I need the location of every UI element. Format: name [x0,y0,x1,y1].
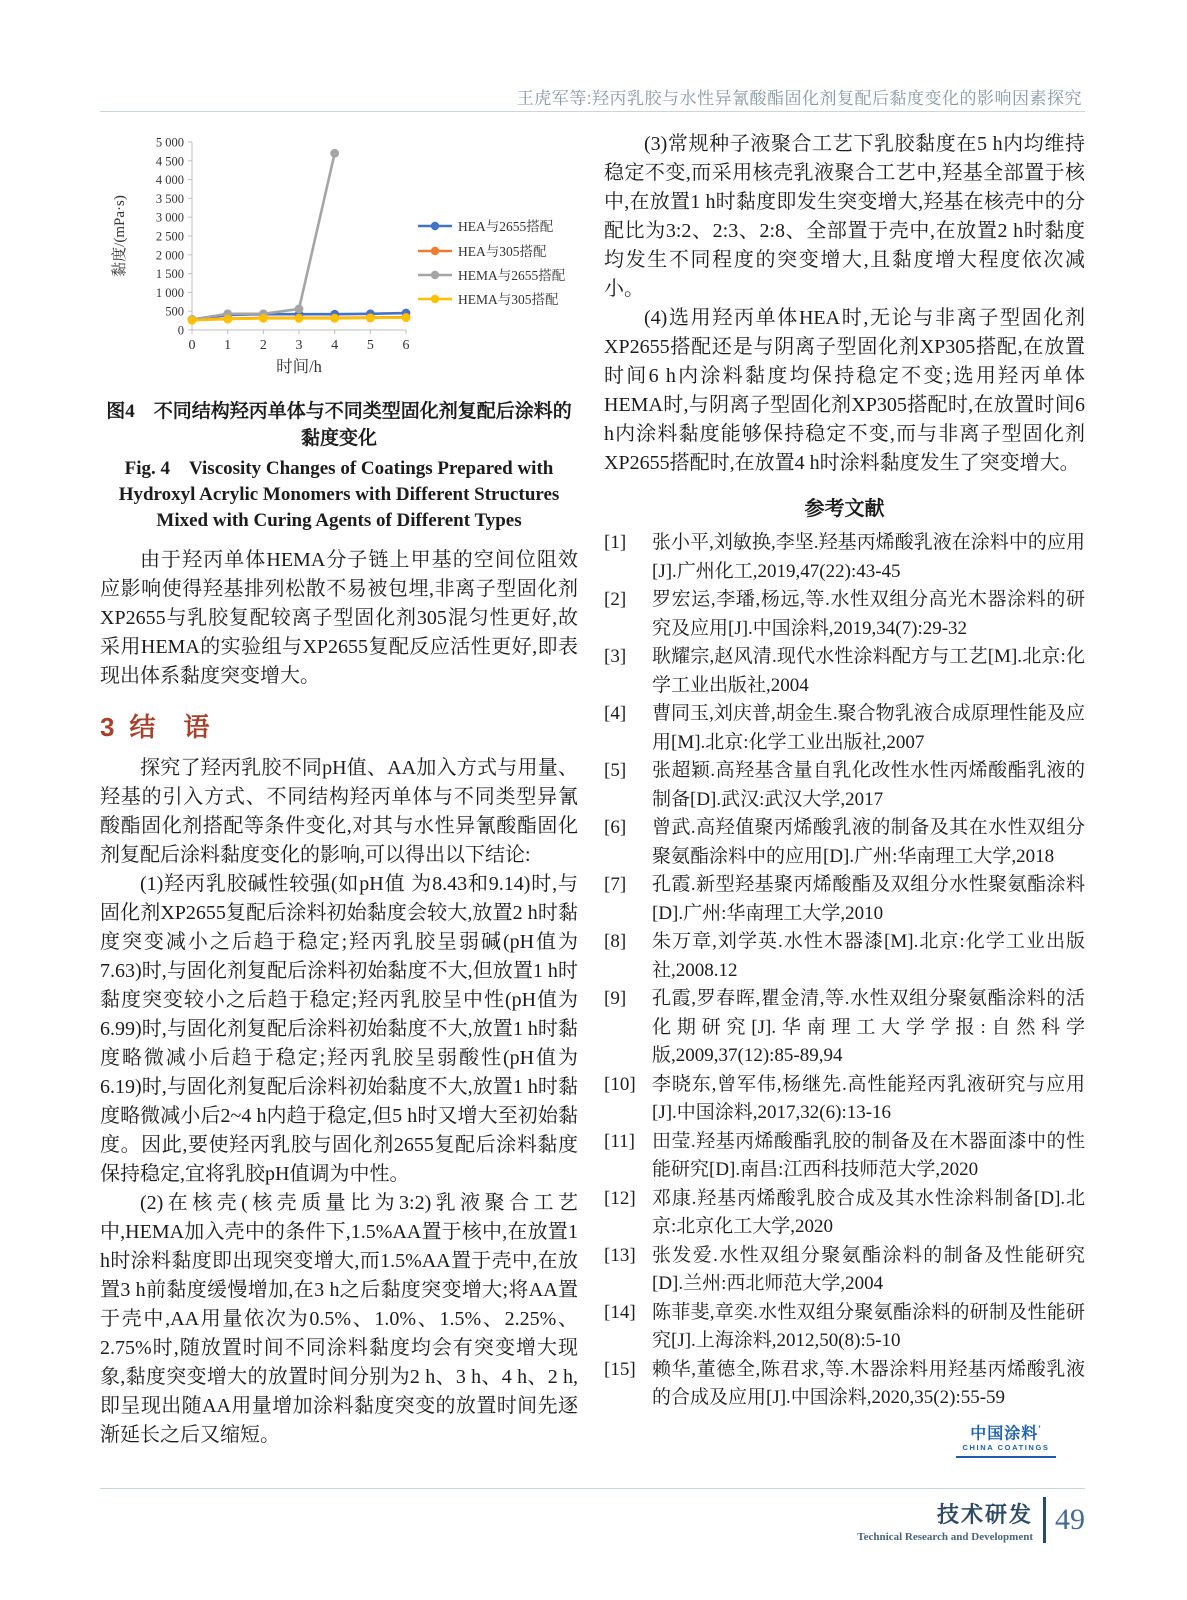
reference-text: 张小平,刘敏换,李坚.羟基丙烯酸乳液在涂料中的应用[J].广州化工,2019,47(22):43-45 [652,532,1085,582]
svg-text:4: 4 [331,338,339,353]
reference-text: 张超颖.高羟基含量自乳化改性水性丙烯酸酯乳液的制备[D].武汉:武汉大学,2017 [652,760,1085,810]
two-column-body [100,130,1085,1450]
reference-number: [2] [604,589,627,610]
reference-text: 朱万章,刘学英.水性木器漆[M].北京:化学工业出版社,2008.12 [652,931,1085,981]
reference-item [604,1128,1085,1185]
reference-number: [14] [604,1301,636,1323]
reference-text: 邓康.羟基丙烯酸乳胶合成及其水性涂料制备[D].北京:北京化工大学,2020 [652,1187,1085,1237]
right-column [604,130,1085,1450]
svg-text:HEMA与305搭配: HEMA与305搭配 [458,292,559,307]
reference-number: [10] [604,1073,636,1095]
svg-text:2 000: 2 000 [155,248,184,263]
reference-text: 罗宏运,李璠,杨远,等.水性双组分高光木器涂料的研究及应用[J].中国涂料,2019,34(7):29-32 [652,589,1085,639]
reference-number: [5] [604,760,627,781]
reference-text: 曾武.高羟值聚丙烯酸乳液的制备及其在水性双组分聚氨酯涂料中的应用[D].广州:华南理工大学,2018 [652,817,1085,867]
footer-rule [100,1488,1085,1489]
svg-text:HEMA与2655搭配: HEMA与2655搭配 [458,268,566,283]
reference-item [604,1185,1085,1242]
svg-text:1 000: 1 000 [155,285,184,300]
logo-en-text: CHINA COATINGS [956,1443,1056,1458]
reference-item [604,928,1085,985]
svg-text:1 500: 1 500 [155,267,184,282]
reference-number: [11] [604,1130,635,1152]
svg-text:0: 0 [177,323,184,338]
svg-text:3: 3 [295,338,303,353]
logo-trademark: ’ [1038,1424,1042,1434]
reference-text: 陈菲斐,章奕.水性双组分聚氨酯涂料的研制及性能研究[J].上海涂料,2012,50(8):5-10 [652,1301,1085,1351]
reference-list [604,529,1085,1413]
reference-number: [6] [604,817,627,838]
reference-item [604,757,1085,814]
svg-text:HEA与305搭配: HEA与305搭配 [458,244,547,259]
china-coatings-logo [956,1420,1056,1458]
left-column [100,130,578,1450]
body-paragraph: (2)在核壳(核壳质量比为3:2)乳液聚合工艺中,HEMA加入壳中的条件下,1.5%AA置于核中,在放置1 h时涂料黏度即出现突变增大,而1.5%AA置于壳中,在放置3 h前黏度缓慢增加,在3 h之后黏度突变增大;将AA置于壳中,AA用量依次为0.5%、1.0%、1.5%、2.25%、2.75%时,随放置时间不同涂料黏度均会有突变增大现象,黏度突变增大的放置时间分别为2 h、3 h、4 h、2 h,即呈现出随AA用量增加涂料黏度突变的放置时间先逐渐延长之后又缩短。 [100,1192,578,1446]
reference-item [604,1071,1085,1128]
svg-text:1: 1 [224,338,232,353]
body-paragraph: (4)选用羟丙单体HEA时,无论与非离子型固化剂XP2655搭配还是与阴离子型固化剂XP305搭配,在放置时间6 h内涂料黏度均保持稳定不变;选用羟丙单体HEMA时,与阴离子型固化剂XP305搭配时,在放置时间6 h内涂料黏度能够保持稳定不变,而与非离子型固化剂XP2655搭配时,在放置4 h时涂料黏度发生了突变增大。 [604,307,1085,474]
section-title: 结 语 [129,712,211,742]
footer [857,1497,1085,1543]
svg-text:5 000: 5 000 [155,135,184,150]
svg-text:3 000: 3 000 [155,210,184,225]
body-paragraph: 由于羟丙单体HEMA分子链上甲基的空间位阻效应影响使得羟基排列松散不易被包埋,非离子型固化剂XP2655与乳胶复配较离子型固化剂305混匀性更好,故采用HEMA的实验组与XP2655复配反应活性更好,即表现出体系黏度突变增大。 [100,549,578,687]
reference-item [604,586,1085,643]
logo-cn-text: 中国涂料’ [970,1424,1042,1443]
section-number: 3 [100,712,116,742]
reference-item [604,643,1085,700]
svg-text:3 500: 3 500 [155,191,184,206]
reference-item [604,814,1085,871]
svg-text:6: 6 [402,338,410,353]
reference-item [604,1356,1085,1413]
footer-divider-bar [1043,1497,1046,1543]
reference-number: [9] [604,988,627,1009]
reference-number: [12] [604,1187,636,1209]
svg-text:时间/h: 时间/h [276,357,322,376]
footer-section [857,1498,1033,1543]
reference-item [604,1299,1085,1356]
reference-text: 张发爱.水性双组分聚氨酯涂料的制备及性能研究[D].兰州:西北师范大学,2004 [652,1244,1085,1294]
svg-text:4 000: 4 000 [155,173,184,188]
reference-text: 田莹.羟基丙烯酸酯乳胶的制备及在木器面漆中的性能研究[D].南昌:江西科技师范大学,2020 [652,1130,1085,1180]
reference-text: 李晓东,曾军伟,杨继先.高性能羟丙乳液研究与应用[J].中国涂料,2017,32(6):13-16 [652,1073,1085,1123]
section-heading-conclusion [100,707,578,744]
reference-text: 孔霞,罗春晖,瞿金清,等.水性双组分聚氨酯涂料的活化期研究[J].华南理工大学学报:自然科学版,2009,37(12):85-89,94 [652,988,1085,1066]
references-title: 参考文献 [804,498,885,520]
page-number: 49 [1055,1503,1085,1536]
header-rule [100,111,1085,112]
figure4-chart [100,130,578,388]
reference-item [604,700,1085,757]
figure-caption-cn: 图4 不同结构羟丙单体与不同类型固化剂复配后涂料的黏度变化 [106,401,572,449]
reference-item [604,1242,1085,1299]
body-paragraph: (1)羟丙乳胶碱性较强(如pH值 为8.43和9.14)时,与固化剂XP2655复配后涂料初始黏度会较大,放置2 h时黏度突变减小之后趋于稳定;羟丙乳胶呈弱碱(pH值为7.63)时,与固化剂复配后涂料初始黏度不大,但放置1 h时黏度突变较小之后趋于稳定;羟丙乳胶呈中性(pH值为6.99)时,与固化剂复配后涂料初始黏度不大,放置1 h时黏度略微减小后趋于稳定;羟丙乳胶呈弱酸性(pH值为6.19)时,与固化剂复配后涂料初始黏度不大,放置1 h时黏度略微减小后2~4 h内趋于稳定,但5 h时又增大至初始黏度。因此,要使羟丙乳胶与固化剂2655复配后涂料黏度保持稳定,宜将乳胶pH值调为中性。 [100,873,578,1185]
reference-number: [3] [604,646,627,667]
svg-text:500: 500 [165,304,184,319]
reference-item [604,529,1085,586]
footer-section-cn: 技术研发 [936,1501,1033,1527]
reference-number: [15] [604,1358,636,1380]
svg-text:2: 2 [259,338,267,353]
reference-text: 孔霞.新型羟基聚丙烯酸酯及双组分水性聚氨酯涂料[D].广州:华南理工大学,2010 [652,874,1085,924]
reference-number: [1] [604,532,627,553]
reference-number: [8] [604,931,627,952]
svg-text:黏度/(mPa·s): 黏度/(mPa·s) [112,195,128,277]
reference-item [604,985,1085,1071]
reference-number: [13] [604,1244,636,1266]
reference-text: 赖华,董德全,陈君求,等.木器涂料用羟基丙烯酸乳液的合成及应用[J].中国涂料,2020,35(2):55-59 [652,1358,1085,1408]
svg-text:4 500: 4 500 [155,154,184,169]
svg-text:2 500: 2 500 [155,229,184,244]
svg-text:5: 5 [366,338,374,353]
figure-caption-en: Fig. 4 Viscosity Changes of Coatings Prepared with Hydroxyl Acrylic Monomers with Different Structures Mixed with Curing Agents of Different Types [118,458,560,531]
svg-text:HEA与2655搭配: HEA与2655搭配 [458,219,554,234]
reference-number: [7] [604,874,627,895]
svg-text:0: 0 [188,338,196,353]
running-head-title: 王虎军等:羟丙乳胶与水性异氰酸酯固化剂复配后黏度变化的影响因素探究 [516,89,1082,108]
reference-text: 曹同玉,刘庆普,胡金生.聚合物乳液合成原理性能及应用[M].北京:化学工业出版社,2007 [652,703,1085,753]
body-paragraph: 探究了羟丙乳胶不同pH值、AA加入方式与用量、羟基的引入方式、不同结构羟丙单体与不同类型异氰酸酯固化剂搭配等条件变化,对其与水性异氰酸酯固化剂复配后涂料黏度变化的影响,可以得出以下结论: [100,757,578,866]
reference-item [604,871,1085,928]
footer-section-en: Technical Research and Development [857,1530,1033,1543]
body-paragraph: (3)常规种子液聚合工艺下乳胶黏度在5 h内均维持稳定不变,而采用核壳乳液聚合工艺中,羟基全部置于核中,在放置1 h时黏度即发生突变增大,羟基在核壳中的分配比为3:2、2:3、2:8、全部置于壳中,在放置2 h时黏度均发生不同程度的突变增大,且黏度增大程度依次减小。 [604,133,1085,300]
reference-text: 耿耀宗,赵风清.现代水性涂料配方与工艺[M].北京:化学工业出版社,2004 [652,646,1085,696]
reference-number: [4] [604,703,627,724]
viscosity-line-chart [100,130,578,388]
